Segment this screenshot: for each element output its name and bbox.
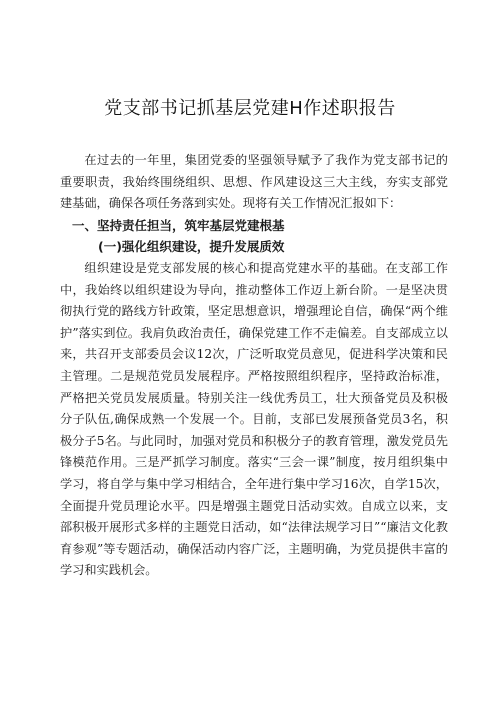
document-title: 党支部书记抓基层党建H作述职报告 [104, 98, 396, 119]
document-body [60, 150, 448, 582]
section-heading: 一、坚持责任担当，筑牢基层党建根基 [72, 217, 285, 233]
subsection-heading: (一)强化组织建设，提升发展质效 [98, 239, 285, 255]
body-paragraph: 组织建设是党支部发展的核心和提高党建水平的基础。在支部工作中，我始终以组织建设为导向，推动整体工作迈上新台阶。一是坚决贯彻执行党的路线方针政策，坚定思想意识，增强理论自信，确保“两个维护”落实到位。我肩负政治责任，确保党建工作不走偏差。自支部成立以来，共召开支部委员会议12次，广泛听取党员意见，促进科学决策和民主管理。二是规范党员发展程序。严格按照组织程序，坚持政治标准，严格把关党员发展质量。特别关注一线优秀员工，壮大预备党员及积极分子队伍,确保成熟一个发展一个。目前，支部已发展预备党员3名，积极分子5名。与此同时，加强对党员和积极分子的教育管理，激发党员先锋模范作用。三是严抓学习制度。落实“三会一课”制度，按月组织集中学习，将自学与集中学习相结合，全年进行集中学习16次，自学15次，全面提升党员理论水平。四是增强主题党日活动实效。自成立以来，支部积极开展形式多样的主题党日活动，如“法律法规学习日”“廉洁文化教育参观”等专题活动，确保活动内容广泛，主题明确，为党员提供丰富的学习和实践机会。 [60, 260, 448, 578]
intro-paragraph: 在过去的一年里，集团党委的坚强领导赋予了我作为党支部书记的重要职责，我始终围绕组织、思想、作风建设这三大主线，夯实支部党建基础，确保各项任务落到实处。现将有关工作情况汇报如下： [60, 153, 448, 211]
